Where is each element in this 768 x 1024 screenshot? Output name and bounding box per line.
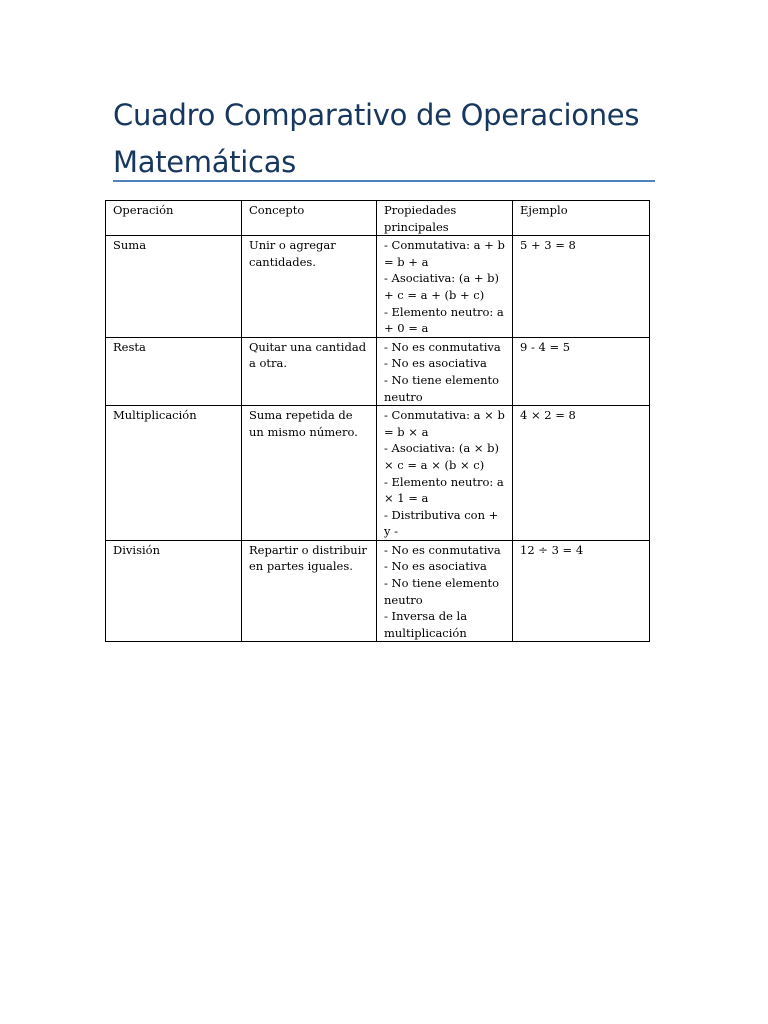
table-row	[106, 406, 650, 541]
cell-propiedades	[377, 337, 513, 405]
property-line: - No tiene elemento neutro	[384, 576, 500, 607]
header-ejemplo: Ejemplo	[513, 201, 650, 236]
header-propiedades: Propiedades principales	[377, 201, 513, 236]
cell-propiedades	[377, 406, 513, 541]
property-line: - No es conmutativa	[384, 542, 501, 557]
header-concepto: Concepto	[242, 201, 377, 236]
cell-operacion: Suma	[106, 236, 242, 338]
table-row	[106, 337, 650, 405]
property-line: - Distributiva con + y -	[384, 507, 499, 539]
table-row	[106, 236, 650, 338]
property-line: - No es asociativa	[384, 356, 487, 371]
cell-concepto: Unir o agregar cantidades.	[242, 236, 377, 338]
cell-operacion: División	[106, 540, 242, 642]
property-line: - Conmutativa: a + b = b + a	[384, 238, 505, 269]
property-line: - No es conmutativa	[384, 339, 501, 354]
cell-ejemplo: 9 - 4 = 5	[513, 337, 650, 405]
property-line: - Conmutativa: a × b = b × a	[384, 408, 505, 439]
cell-operacion: Resta	[106, 337, 242, 405]
property-line: - Elemento neutro: a × 1 = a	[384, 474, 504, 506]
property-line: - No tiene elemento neutro	[384, 372, 500, 404]
cell-propiedades	[377, 236, 513, 338]
cell-ejemplo: 12 ÷ 3 = 4	[513, 540, 650, 642]
property-line: - No es asociativa	[384, 559, 487, 574]
table-row	[106, 540, 650, 642]
header-operacion: Operación	[106, 201, 242, 236]
title-divider	[113, 180, 655, 182]
cell-concepto: Suma repetida de un mismo número.	[242, 406, 377, 541]
comparison-table	[105, 200, 650, 642]
cell-ejemplo: 5 + 3 = 8	[513, 236, 650, 338]
cell-propiedades	[377, 540, 513, 642]
cell-operacion: Multiplicación	[106, 406, 242, 541]
cell-concepto: Quitar una cantidad a otra.	[242, 337, 377, 405]
property-line: - Inversa de la multiplicación	[384, 609, 468, 640]
page-title: Cuadro Comparativo de Operaciones Matemáticas	[113, 98, 640, 179]
property-line: - Asociativa: (a + b) + c = a + (b + c)	[384, 271, 499, 302]
cell-ejemplo: 4 × 2 = 8	[513, 406, 650, 541]
table-header-row	[106, 201, 650, 236]
cell-concepto: Repartir o distribuir en partes iguales.	[242, 540, 377, 642]
property-line: - Elemento neutro: a + 0 = a	[384, 304, 504, 336]
property-line: - Asociativa: (a × b) × c = a × (b × c)	[384, 441, 499, 472]
